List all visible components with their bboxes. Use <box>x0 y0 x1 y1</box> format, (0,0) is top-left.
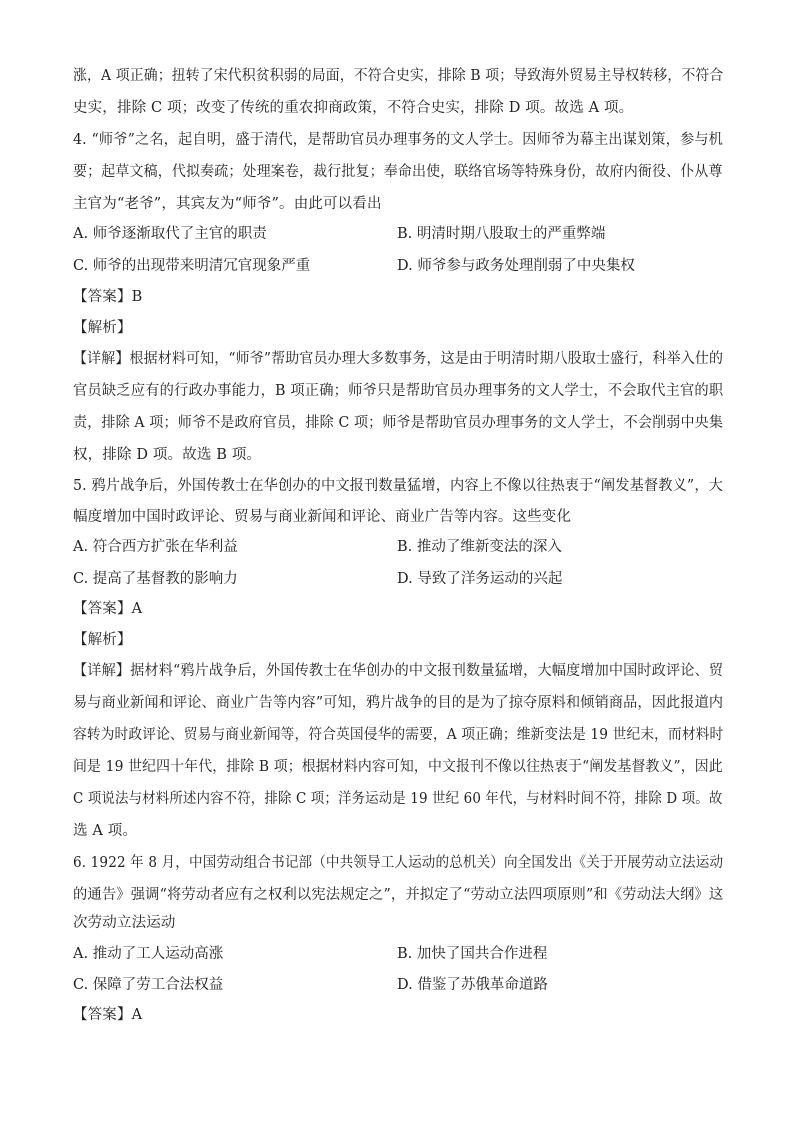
q4-option-c: C. 师爷的出现带来明清冗官现象严重 <box>73 258 311 274</box>
q5-option-a: A. 符合西方扩张在华利益 <box>73 539 238 555</box>
q6-answer: 【答案】A <box>73 1007 143 1023</box>
q4-stem-line-2: 要；起草文稿，代拟奏疏；处理案卷，裁行批复；奉命出使，联络官场等特殊身份，故府内衙役、仆从尊 <box>73 164 723 180</box>
q4-stem-line-1: 4. “师爷”之名，起自明，盛于清代，是帮助官员办理事务的文人学士。因师爷为幕主出谋划策，参与机 <box>73 132 724 148</box>
q4-detail-line-2: 官员缺乏应有的行政办事能力，B 项正确；师爷只是帮助官员办理事务的文人学士，不会取代主官的职 <box>73 383 724 399</box>
q5-option-c: C. 提高了基督教的影响力 <box>73 571 238 587</box>
continuation-line-1: 涨，A 项正确；扭转了宋代积贫积弱的局面，不符合史实，排除 B 项；导致海外贸易主导权转移，不符合 <box>73 68 724 84</box>
q6-stem-line-3: 次劳动立法运动 <box>73 915 176 931</box>
q4-option-d: D. 师爷参与政务处理削弱了中央集权 <box>397 258 635 274</box>
q5-detail-line-3: 容转为时政评论、贸易与商业新闻等，符合英国侵华的需要，A 项正确；维新变法是 19 世纪末，而材料时 <box>73 727 724 743</box>
q6-stem-line-1: 6. 1922 年 8 月，中国劳动组合书记部（中共领导工人运动的总机关）向全国发出《关于开展劳动立法运动 <box>73 855 724 871</box>
q4-detail-line-4: 权，排除 D 项。故选 B 项。 <box>73 447 262 463</box>
q5-detail-line-4: 间是 19 世纪四十年代，排除 B 项；根据材料内容可知，中文报刊不像以往热衷于“阐发基督教义”，因此 <box>73 759 723 775</box>
continuation-line-2: 史实，排除 C 项；改变了传统的重农抑商政策，不符合史实，排除 D 项。故选 A 项。 <box>73 100 634 116</box>
q6-option-b: B. 加快了国共合作进程 <box>397 946 548 962</box>
q4-option-a: A. 师爷逐渐取代了主官的职责 <box>73 226 267 242</box>
q5-stem-line-2: 幅度增加中国时政评论、贸易与商业新闻和评论、商业广告等内容。这些变化 <box>73 509 572 525</box>
q5-detail-line-2: 易与商业新闻和评论、商业广告等内容”可知，鸦片战争的目的是为了掠夺原料和倾销商品，因此报道内 <box>73 695 724 711</box>
q6-option-d: D. 借鉴了苏俄革命道路 <box>397 977 548 993</box>
q5-detail-line-6: 选 A 项。 <box>73 823 138 839</box>
q6-option-a: A. 推动了工人运动高涨 <box>73 946 224 962</box>
q5-stem-line-1: 5. 鸦片战争后，外国传教士在华创办的中文报刊数量猛增，内容上不像以往热衷于“阐发基督教义”，大 <box>73 478 724 494</box>
q4-stem-line-3: 主官为“老爷”，其宾友为“师爷”。由此可以看出 <box>73 196 382 212</box>
q6-option-c: C. 保障了劳工合法权益 <box>73 977 224 993</box>
q4-option-b: B. 明清时期八股取士的严重弊端 <box>397 226 606 242</box>
q5-detail-line-5: C 项说法与材料所述内容不符，排除 C 项；洋务运动是 19 世纪 60 年代，与材料时间不符，排除 D 项。故 <box>73 791 723 807</box>
q4-detail-line-1: 【详解】根据材料可知，“师爷”帮助官员办理大多数事务，这是由于明清时期八股取士盛行，科举入仕的 <box>73 351 724 367</box>
q5-detail-line-1: 【详解】据材料“鸦片战争后，外国传教士在华创办的中文报刊数量猛增，大幅度增加中国时政评论、贸 <box>73 663 724 679</box>
q4-detail-line-3: 责，排除 A 项；师爷不是政府官员，排除 C 项；师爷是帮助官员办理事务的文人学士，不会削弱中央集 <box>73 415 724 431</box>
q5-analysis-label: 【解析】 <box>73 632 132 648</box>
q5-option-d: D. 导致了洋务运动的兴起 <box>397 571 563 587</box>
q5-answer: 【答案】A <box>73 601 143 617</box>
q4-analysis-label: 【解析】 <box>73 320 132 336</box>
q6-stem-line-2: 的通告》强调“将劳动者应有之权利以宪法规定之”，并拟定了“劳动立法四项原则”和《劳动法大纲》这 <box>73 887 724 903</box>
q4-answer: 【答案】B <box>73 289 143 305</box>
q5-option-b: B. 推动了维新变法的深入 <box>397 539 562 555</box>
